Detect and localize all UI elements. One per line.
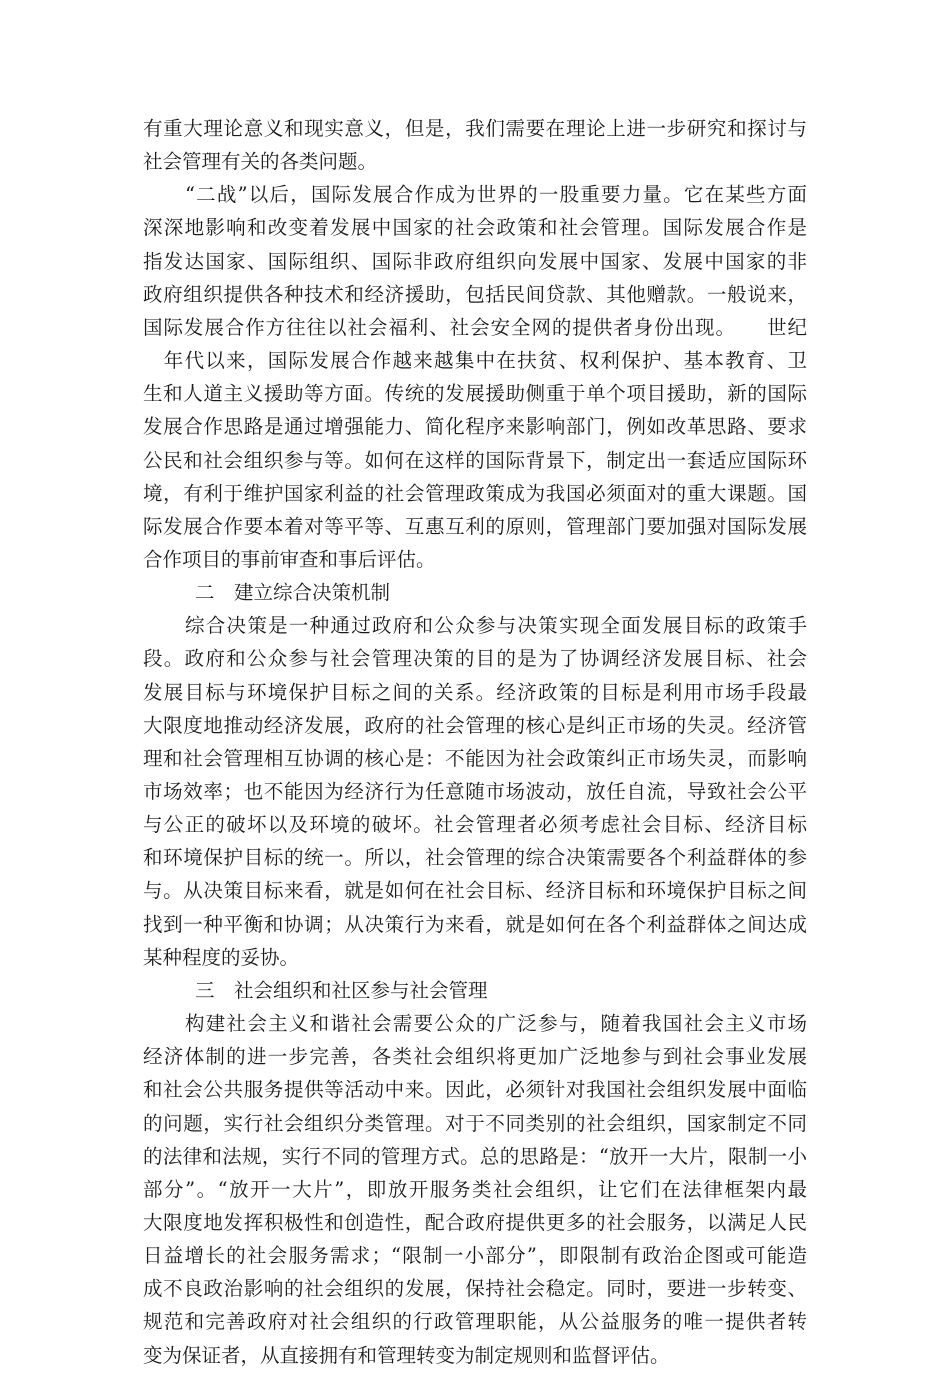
text-line: 有重大理论意义和现实意义，但是，我们需要在理论上进一步研究和探讨与 <box>143 117 807 140</box>
text-line: 日益增长的社会服务需求；“限制一小部分”，即限制有政治企图或可能造 <box>143 1244 807 1268</box>
text-line: 发展目标与环境保护目标之间的关系。经济政策的目标是利用市场手段最 <box>143 680 807 704</box>
text-line: 经济体制的进一步完善，各类社会组织将更加广泛地参与到社会事业发展 <box>143 1045 807 1069</box>
text-line: 综合决策是一种通过政府和公众参与决策实现全面发展目标的政策手 <box>185 614 807 638</box>
text-line: 构建社会主义和谐社会需要公众的广泛参与，随着我国社会主义市场 <box>185 1012 807 1036</box>
text-line: 际发展合作要本着对等平等、互惠互利的原则，管理部门要加强对国际发展 <box>143 514 807 538</box>
text-line: 年代以来，国际发展合作越来越集中在扶贫、权利保护、基本教育、卫 <box>143 349 807 373</box>
text-line: 大限度地发挥积极性和创造性，配合政府提供更多的社会服务，以满足人民 <box>143 1210 807 1234</box>
text-line: 某种程度的妥协。 <box>143 945 300 969</box>
section-heading: 三 社会组织和社区参与社会管理 <box>195 978 488 1002</box>
text-line: 公民和社会组织参与等。如何在这样的国际背景下，制定出一套适应国际环 <box>143 448 807 472</box>
text-line: 市场效率；也不能因为经济行为任意随市场波动，放任自流，导致社会公平 <box>143 780 807 803</box>
text-line: 段。政府和公众参与社会管理决策的目的是为了协调经济发展目标、社会 <box>143 647 807 671</box>
section-heading: 二 建立综合决策机制 <box>195 581 391 605</box>
text-line: 生和人道主义援助等方面。传统的发展援助侧重于单个项目援助，新的国际 <box>143 382 807 406</box>
text-line: 境，有利于维护国家利益的社会管理政策成为我国必须面对的重大课题。国 <box>143 481 807 505</box>
text-line: 政府组织提供各种技术和经济援助，包括民间贷款、其他赠款。一般说来， <box>143 282 807 306</box>
text-line: 国际发展合作方往往以社会福利、社会安全网的提供者身份出现。 世纪 <box>143 315 807 339</box>
text-line: 社会管理有关的各类问题。 <box>143 150 378 174</box>
text-line: “二战”以后，国际发展合作成为世界的一股重要力量。它在某些方面 <box>185 183 807 207</box>
text-line: 大限度地推动经济发展，政府的社会管理的核心是纠正市场的失灵。经济管 <box>143 713 807 737</box>
text-line: 部分”。“放开一大片”，即放开服务类社会组织，让它们在法律框架内最 <box>143 1177 807 1201</box>
text-line: 理和社会管理相互协调的核心是：不能因为社会政策纠正市场失灵，而影响 <box>143 746 807 770</box>
text-line: 的问题，实行社会组织分类管理。对于不同类别的社会组织，国家制定不同 <box>143 1111 807 1135</box>
text-line: 和社会公共服务提供等活动中来。因此，必须针对我国社会组织发展中面临 <box>143 1078 807 1102</box>
text-line: 成不良政治影响的社会组织的发展，保持社会稳定。同时，要进一步转变、 <box>143 1277 807 1301</box>
text-line: 和环境保护目标的统一。所以，社会管理的综合决策需要各个利益群体的参 <box>143 846 807 870</box>
text-line: 找到一种平衡和协调；从决策行为来看，就是如何在各个利益群体之间达成 <box>143 912 807 936</box>
text-line: 发展合作思路是通过增强能力、简化程序来影响部门，例如改革思路、要求 <box>143 415 807 439</box>
text-line: 指发达国家、国际组织、国际非政府组织向发展中国家、发展中国家的非 <box>143 249 807 273</box>
text-line: 的法律和法规，实行不同的管理方式。总的思路是：“放开一大片，限制一小 <box>143 1144 807 1168</box>
text-line: 深深地影响和改变着发展中国家的社会政策和社会管理。国际发展合作是 <box>143 216 807 240</box>
text-line: 与。从决策目标来看，就是如何在社会目标、经济目标和环境保护目标之间 <box>143 879 807 903</box>
text-line: 变为保证者，从直接拥有和管理转变为制定规则和监督评估。 <box>143 1343 670 1367</box>
text-line: 合作项目的事前审查和事后评估。 <box>143 547 436 571</box>
text-line: 规范和完善政府对社会组织的行政管理职能，从公益服务的唯一提供者转 <box>143 1310 807 1334</box>
text-line: 与公正的破坏以及环境的破坏。社会管理者必须考虑社会目标、经济目标 <box>143 813 807 837</box>
